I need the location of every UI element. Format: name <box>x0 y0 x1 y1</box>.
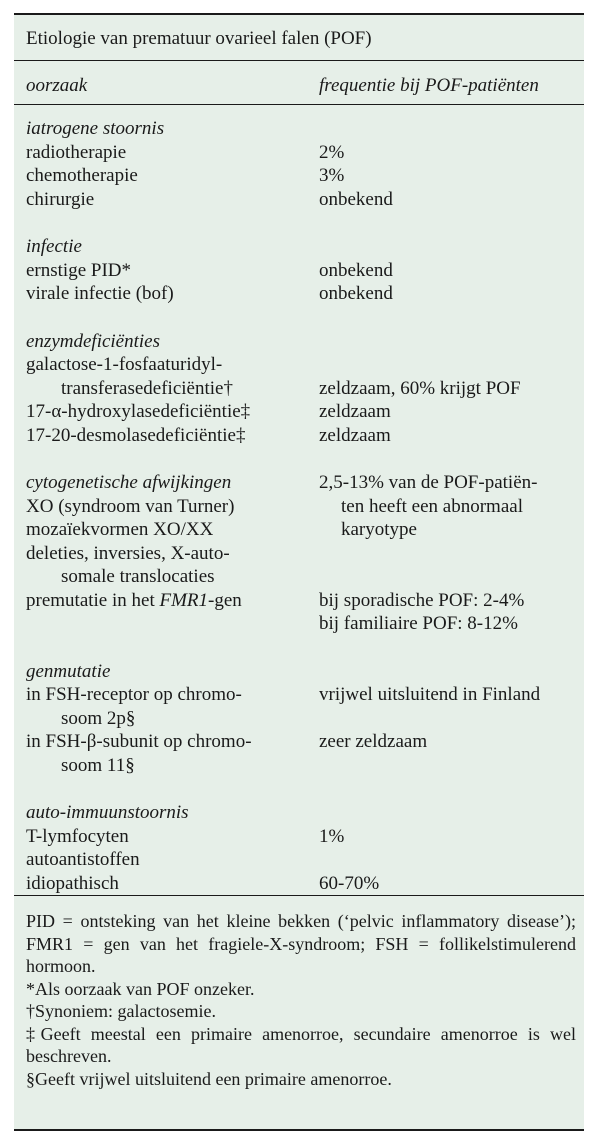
cause-text: -gen <box>208 589 242 611</box>
frequency-cell <box>319 471 576 589</box>
table-body <box>26 117 576 919</box>
frequency-cell: onbekend <box>319 283 393 304</box>
section-autoimmune <box>26 801 576 895</box>
frequency-cell: zeer zeldzaam <box>319 731 428 752</box>
frequency-cell <box>319 848 576 872</box>
footnote-dagger: †Synoniem: galactosemie. <box>26 1001 216 1021</box>
cause-cell: ernstige PID* <box>26 259 132 281</box>
table-row <box>26 683 576 730</box>
section-enzyme <box>26 330 576 448</box>
section-heading: cytogenetische afwijkingen <box>26 472 232 493</box>
section-iatrogenic <box>26 117 576 211</box>
cause-cell <box>26 683 319 730</box>
table-row <box>26 259 576 283</box>
frequency-line: zeldzaam, 60% krijgt POF <box>319 377 521 399</box>
column-header-cause: oorzaak <box>26 75 88 96</box>
table-row <box>26 141 576 165</box>
cause-line: XO (syndroom van Turner) <box>26 495 235 517</box>
cause-cell: 17-α-hydroxylasedeficiëntie‡ <box>26 401 251 422</box>
table-row <box>26 188 576 212</box>
frequency-cell: 3% <box>319 165 345 186</box>
frequency-cell: zeldzaam <box>319 401 391 422</box>
section-heading: infectie <box>26 236 82 257</box>
section-genemutation <box>26 660 576 778</box>
cause-cell: chemotherapie <box>26 165 138 186</box>
frequency-cell: 1% <box>319 825 345 847</box>
cause-line: soom 11§ <box>61 754 135 776</box>
section-heading: enzymdeficiënties <box>26 330 161 352</box>
section-heading: iatrogene stoornis <box>26 118 165 139</box>
frequency-line: ten heeft een abnormaal <box>341 495 523 517</box>
frequency-cell: zeldzaam <box>319 424 391 446</box>
cause-line: mozaïekvormen XO/XX <box>26 519 214 540</box>
table-row <box>26 872 576 896</box>
cause-cell: 17-20-desmolasedeficiëntie‡ <box>26 424 246 446</box>
footnote-asterisk: *Als oorzaak van POF onzeker. <box>26 978 255 999</box>
section-cytogenetic <box>26 471 576 636</box>
title-rule <box>14 60 584 61</box>
frequency-cell: 60-70% <box>319 872 380 894</box>
frequency-cell: onbekend <box>319 259 393 281</box>
table-row <box>26 353 576 400</box>
table-row <box>26 164 576 188</box>
cause-cell <box>26 730 319 777</box>
frequency-line: 2,5-13% van de POF-patiën- <box>319 472 538 493</box>
cause-cell: virale infectie (bof) <box>26 283 174 304</box>
cause-cell: T-lymfocyten <box>26 825 129 847</box>
frequency-cell <box>319 589 576 636</box>
cause-cell <box>26 589 319 636</box>
cause-line: in FSH-β-subunit op chromo- <box>26 731 252 752</box>
cause-cell: radiotherapie <box>26 141 127 163</box>
footnote-double-dagger: ‡Geeft meestal een primaire amenorroe, secundaire amenorroe is wel beschreven. <box>26 1023 576 1066</box>
frequency-line: bij sporadische POF: 2-4% <box>319 589 525 611</box>
top-rule <box>14 13 584 15</box>
table-title: Etiologie van prematuur ovarieel falen (POF) <box>26 28 372 49</box>
cause-line: soom 2p§ <box>61 707 136 729</box>
cause-cell: autoantistoffen <box>26 849 140 870</box>
cause-line: transferasedeficiëntie† <box>61 377 233 399</box>
cause-cell: chirurgie <box>26 188 95 210</box>
cause-line: somale translocaties <box>61 566 215 587</box>
frequency-cell: 2% <box>319 141 345 163</box>
table-row <box>26 589 576 636</box>
section-heading: genmutatie <box>26 660 111 682</box>
header-rule <box>14 104 584 105</box>
frequency-cell: onbekend <box>319 188 393 210</box>
cause-text: premutatie in het <box>26 589 160 611</box>
table-row <box>26 825 576 849</box>
table-row <box>26 424 576 448</box>
table-row <box>26 730 576 777</box>
cause-cell <box>26 353 319 400</box>
column-header-frequency: frequentie bij POF-patiënten <box>319 75 539 96</box>
cause-cell: idiopathisch <box>26 872 119 894</box>
table-row <box>26 471 576 589</box>
section-heading: auto-immuunstoornis <box>26 802 189 823</box>
bottom-rule <box>14 1129 584 1131</box>
cause-line: in FSH-receptor op chromo- <box>26 684 242 705</box>
cause-line: deleties, inversies, X-auto- <box>26 542 230 564</box>
cause-cell <box>26 471 319 589</box>
frequency-cell <box>319 353 576 400</box>
section-infection <box>26 235 576 306</box>
frequency-line: bij familiaire POF: 8-12% <box>319 613 518 634</box>
table-row <box>26 282 576 306</box>
cause-line: galactose-1-fosfaaturidyl- <box>26 354 223 375</box>
gene-name: FMR1 <box>159 589 209 611</box>
footnotes <box>26 910 576 1090</box>
frequency-cell: vrijwel uitsluitend in Finland <box>319 684 541 705</box>
table-row <box>26 848 576 872</box>
footnote-section: §Geeft vrijwel uitsluitend een primaire amenorroe. <box>26 1068 392 1089</box>
frequency-line: karyotype <box>341 519 417 540</box>
table-row <box>26 400 576 424</box>
abbreviations-note: PID = ontsteking van het kleine bekken (‘pelvic inflammatory disease’); FMR1 = gen van het fragiele-X-syndroom; FSH = follikelstimulerend hormoon. <box>26 911 576 976</box>
